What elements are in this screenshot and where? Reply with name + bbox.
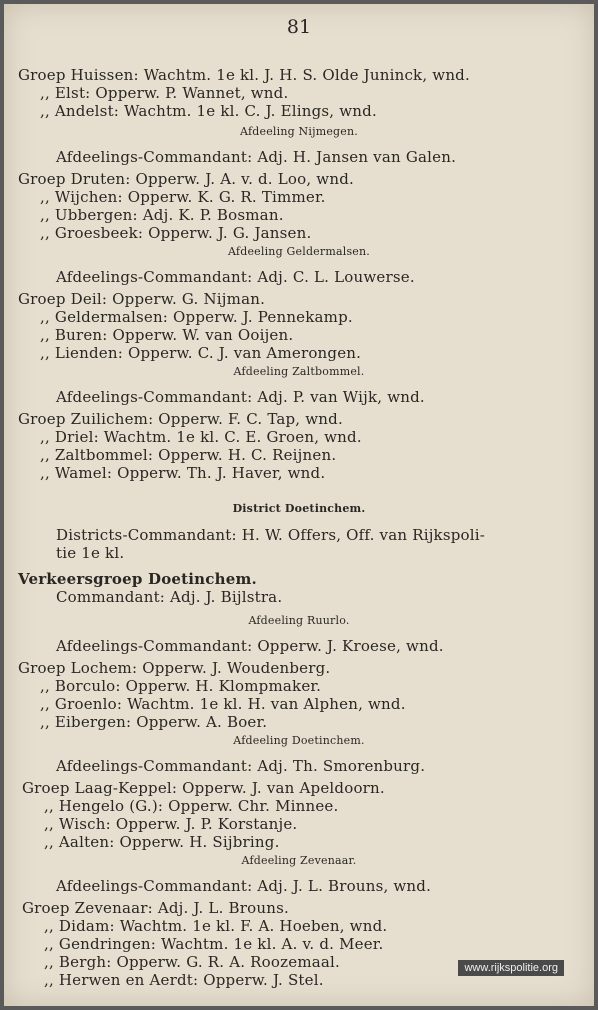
- text-line: Afdeelings-Commandant: Adj. Th. Smorenburg.: [56, 757, 426, 775]
- section-heading: Afdeeling Doetinchem.: [233, 734, 365, 747]
- text-line: ,, Groenlo: Wachtm. 1e kl. H. van Alphen, wnd.: [40, 695, 406, 713]
- section-heading: Afdeeling Zevenaar.: [241, 854, 357, 867]
- watermark: www.rijkspolitie.org: [458, 960, 564, 976]
- text-line: Groep Deil: Opperw. G. Nijman.: [18, 290, 266, 308]
- text-line: ,, Herwen en Aerdt: Opperw. J. Stel.: [44, 971, 324, 989]
- text-line: ,, Elst: Opperw. P. Wannet, wnd.: [40, 84, 289, 102]
- text-line: ,, Hengelo (G.): Opperw. Chr. Minnee.: [44, 797, 339, 815]
- text-line: ,, Buren: Opperw. W. van Ooijen.: [40, 326, 294, 344]
- text-line: Districts-Commandant: H. W. Offers, Off. van Rijkspoli-: [56, 526, 486, 544]
- section-heading: Afdeeling Zaltbommel.: [233, 365, 365, 378]
- text-line: Groep Druten: Opperw. J. A. v. d. Loo, wnd.: [18, 170, 354, 188]
- group-heading: Verkeersgroep Doetinchem.: [18, 570, 257, 588]
- text-line: ,, Borculo: Opperw. H. Klompmaker.: [40, 677, 322, 695]
- text-line: Groep Zuilichem: Opperw. F. C. Tap, wnd.: [18, 410, 343, 428]
- text-line: Afdeelings-Commandant: Adj. P. van Wijk, wnd.: [56, 388, 425, 406]
- text-line: Afdeelings-Commandant: Adj. H. Jansen van Galen.: [56, 148, 457, 166]
- text-line: ,, Zaltbommel: Opperw. H. C. Reijnen.: [40, 446, 337, 464]
- section-heading: Afdeeling Ruurlo.: [248, 614, 350, 627]
- text-line: tie 1e kl.: [56, 544, 125, 562]
- text-line: Commandant: Adj. J. Bijlstra.: [56, 588, 283, 606]
- text-line: ,, Gendringen: Wachtm. 1e kl. A. v. d. Meer.: [44, 935, 384, 953]
- text-line: ,, Eibergen: Opperw. A. Boer.: [40, 713, 268, 731]
- text-line: Afdeelings-Commandant: Adj. J. L. Brouns, wnd.: [56, 877, 432, 895]
- text-line: ,, Geldermalsen: Opperw. J. Pennekamp.: [40, 308, 353, 326]
- section-heading: Afdeeling Geldermalsen.: [227, 245, 370, 258]
- text-line: Afdeelings-Commandant: Opperw. J. Kroese, wnd.: [56, 637, 444, 655]
- text-line: Groep Laag-Keppel: Opperw. J. van Apeldoorn.: [22, 779, 385, 797]
- text-line: ,, Wamel: Opperw. Th. J. Haver, wnd.: [40, 464, 326, 482]
- text-line: ,, Didam: Wachtm. 1e kl. F. A. Hoeben, wnd.: [44, 917, 388, 935]
- text-line: ,, Groesbeek: Opperw. J. G. Jansen.: [40, 224, 312, 242]
- document-page: [4, 4, 594, 1006]
- text-line: ,, Driel: Wachtm. 1e kl. C. E. Groen, wnd.: [40, 428, 362, 446]
- text-line: ,, Bergh: Opperw. G. R. A. Roozemaal.: [44, 953, 340, 971]
- text-line: ,, Ubbergen: Adj. K. P. Bosman.: [40, 206, 284, 224]
- text-line: Groep Zevenaar: Adj. J. L. Brouns.: [22, 899, 289, 917]
- text-line: Groep Huissen: Wachtm. 1e kl. J. H. S. Olde Juninck, wnd.: [18, 66, 470, 84]
- district-heading: District Doetinchem.: [232, 502, 366, 515]
- text-line: Groep Lochem: Opperw. J. Woudenberg.: [18, 659, 331, 677]
- text-line: ,, Wijchen: Opperw. K. G. R. Timmer.: [40, 188, 326, 206]
- text-line: Afdeelings-Commandant: Adj. C. L. Louwerse.: [56, 268, 415, 286]
- text-line: ,, Aalten: Opperw. H. Sijbring.: [44, 833, 280, 851]
- text-line: ,, Wisch: Opperw. J. P. Korstanje.: [44, 815, 298, 833]
- page-number: 81: [286, 16, 312, 38]
- text-line: ,, Lienden: Opperw. C. J. van Amerongen.: [40, 344, 362, 362]
- text-line: ,, Andelst: Wachtm. 1e kl. C. J. Elings, wnd.: [40, 102, 377, 120]
- section-heading: Afdeeling Nijmegen.: [240, 125, 358, 138]
